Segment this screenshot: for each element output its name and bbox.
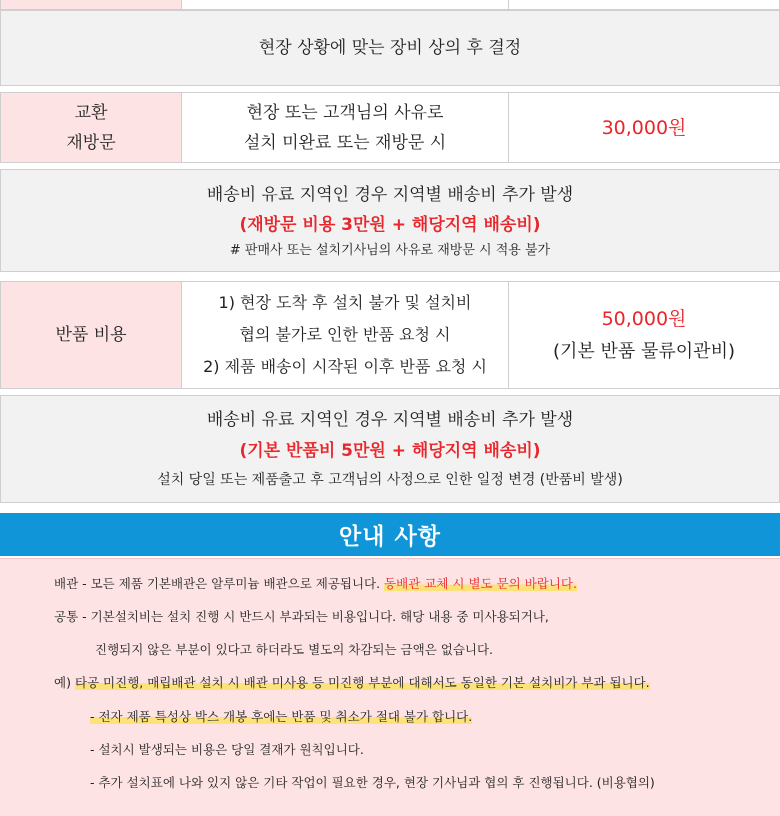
exchange-note-line1: 배송비 유료 지역인 경우 지역별 배송비 추가 발생 [206,184,574,205]
exchange-price: 30,000원 [601,116,687,139]
return-desc-line2: 협의 불가로 인한 반품 요청 시 [239,325,451,344]
exchange-label-line2: 재방문 [66,132,116,153]
notice-example-prefix: 예) [54,675,75,690]
consult-note-box [0,10,780,86]
exchange-price-cell [508,92,780,163]
notice-common-line2: 진행되지 않은 부분이 있다고 하더라도 별도의 차감되는 금액은 없습니다. [95,642,494,657]
top-row-price-cell [508,0,780,10]
notice-bullet-3: - 추가 설치표에 나와 있지 않은 기타 작업이 필요한 경우, 현장 기사님과 협의 후 진행됩니다. (비용협의) [90,775,655,790]
top-row-desc-cell [181,0,509,10]
notice-bullet-1 [90,708,472,726]
return-desc-line3: 2) 제품 배송이 시작된 이후 반품 요청 시 [203,357,487,376]
exchange-note-box [0,169,780,272]
exchange-desc-line1: 현장 또는 고객님의 사유로 [246,102,444,123]
notice-pipe-text: 배관 - 모든 제품 기본배관은 알루미늄 배관으로 제공됩니다. [54,576,385,591]
exchange-desc-cell [181,92,509,163]
exchange-note-line2: (재방문 비용 3만원 + 해당지역 배송비) [239,214,541,235]
exchange-label-line1: 교환 [74,102,108,123]
notice-bullet-1-text: - 전자 제품 특성상 박스 개봉 후에는 반품 및 취소가 절대 불가 합니다. [90,709,473,724]
return-price-note: (기본 반품 물류이관비) [553,341,735,362]
return-price-cell [508,281,780,389]
return-note-line2: (기본 반품비 5만원 + 해당지역 배송비) [239,441,541,461]
notice-panel [0,558,780,816]
notice-example-highlight: 타공 미진행, 매립배관 설치 시 배관 미사용 등 미진행 부분에 대해서도 동일한 기본 설치비가 부과 됩니다. [74,675,650,690]
exchange-label-cell [0,92,182,163]
notice-title: 안내 사항 [339,524,441,550]
notice-example-line [54,674,650,692]
notice-bullet-2: - 설치시 발생되는 비용은 당일 결재가 원칙입니다. [90,742,364,757]
return-label: 반품 비용 [55,325,127,345]
notice-title-banner [0,513,780,556]
return-desc-line1: 1) 현장 도착 후 설치 불가 및 설치비 [218,293,472,312]
top-row-label-cell [0,0,182,10]
return-label-cell [0,281,182,389]
return-note-line1: 배송비 유료 지역인 경우 지역별 배송비 추가 발생 [206,410,574,430]
notice-common-line1: 공통 - 기본설치비는 설치 진행 시 반드시 부과되는 비용입니다. 해당 내용 중 미사용되거나, [54,609,549,624]
return-note-box [0,395,780,503]
exchange-note-line3: # 판매사 또는 설치기사님의 사유로 재방문 시 적용 불가 [229,242,551,258]
return-desc-cell [181,281,509,389]
exchange-desc-line2: 설치 미완료 또는 재방문 시 [243,132,447,153]
notice-pipe-highlight: 동배관 교체 시 별도 문의 바랍니다. [384,576,577,591]
return-price: 50,000원 [601,308,687,330]
consult-note-text: 현장 상황에 맞는 장비 상의 후 결정 [258,38,522,58]
return-note-line3: 설치 당일 또는 제품출고 후 고객님의 사정으로 인한 일정 변경 (반품비 발생) [157,472,623,488]
notice-pipe-line [54,575,577,593]
